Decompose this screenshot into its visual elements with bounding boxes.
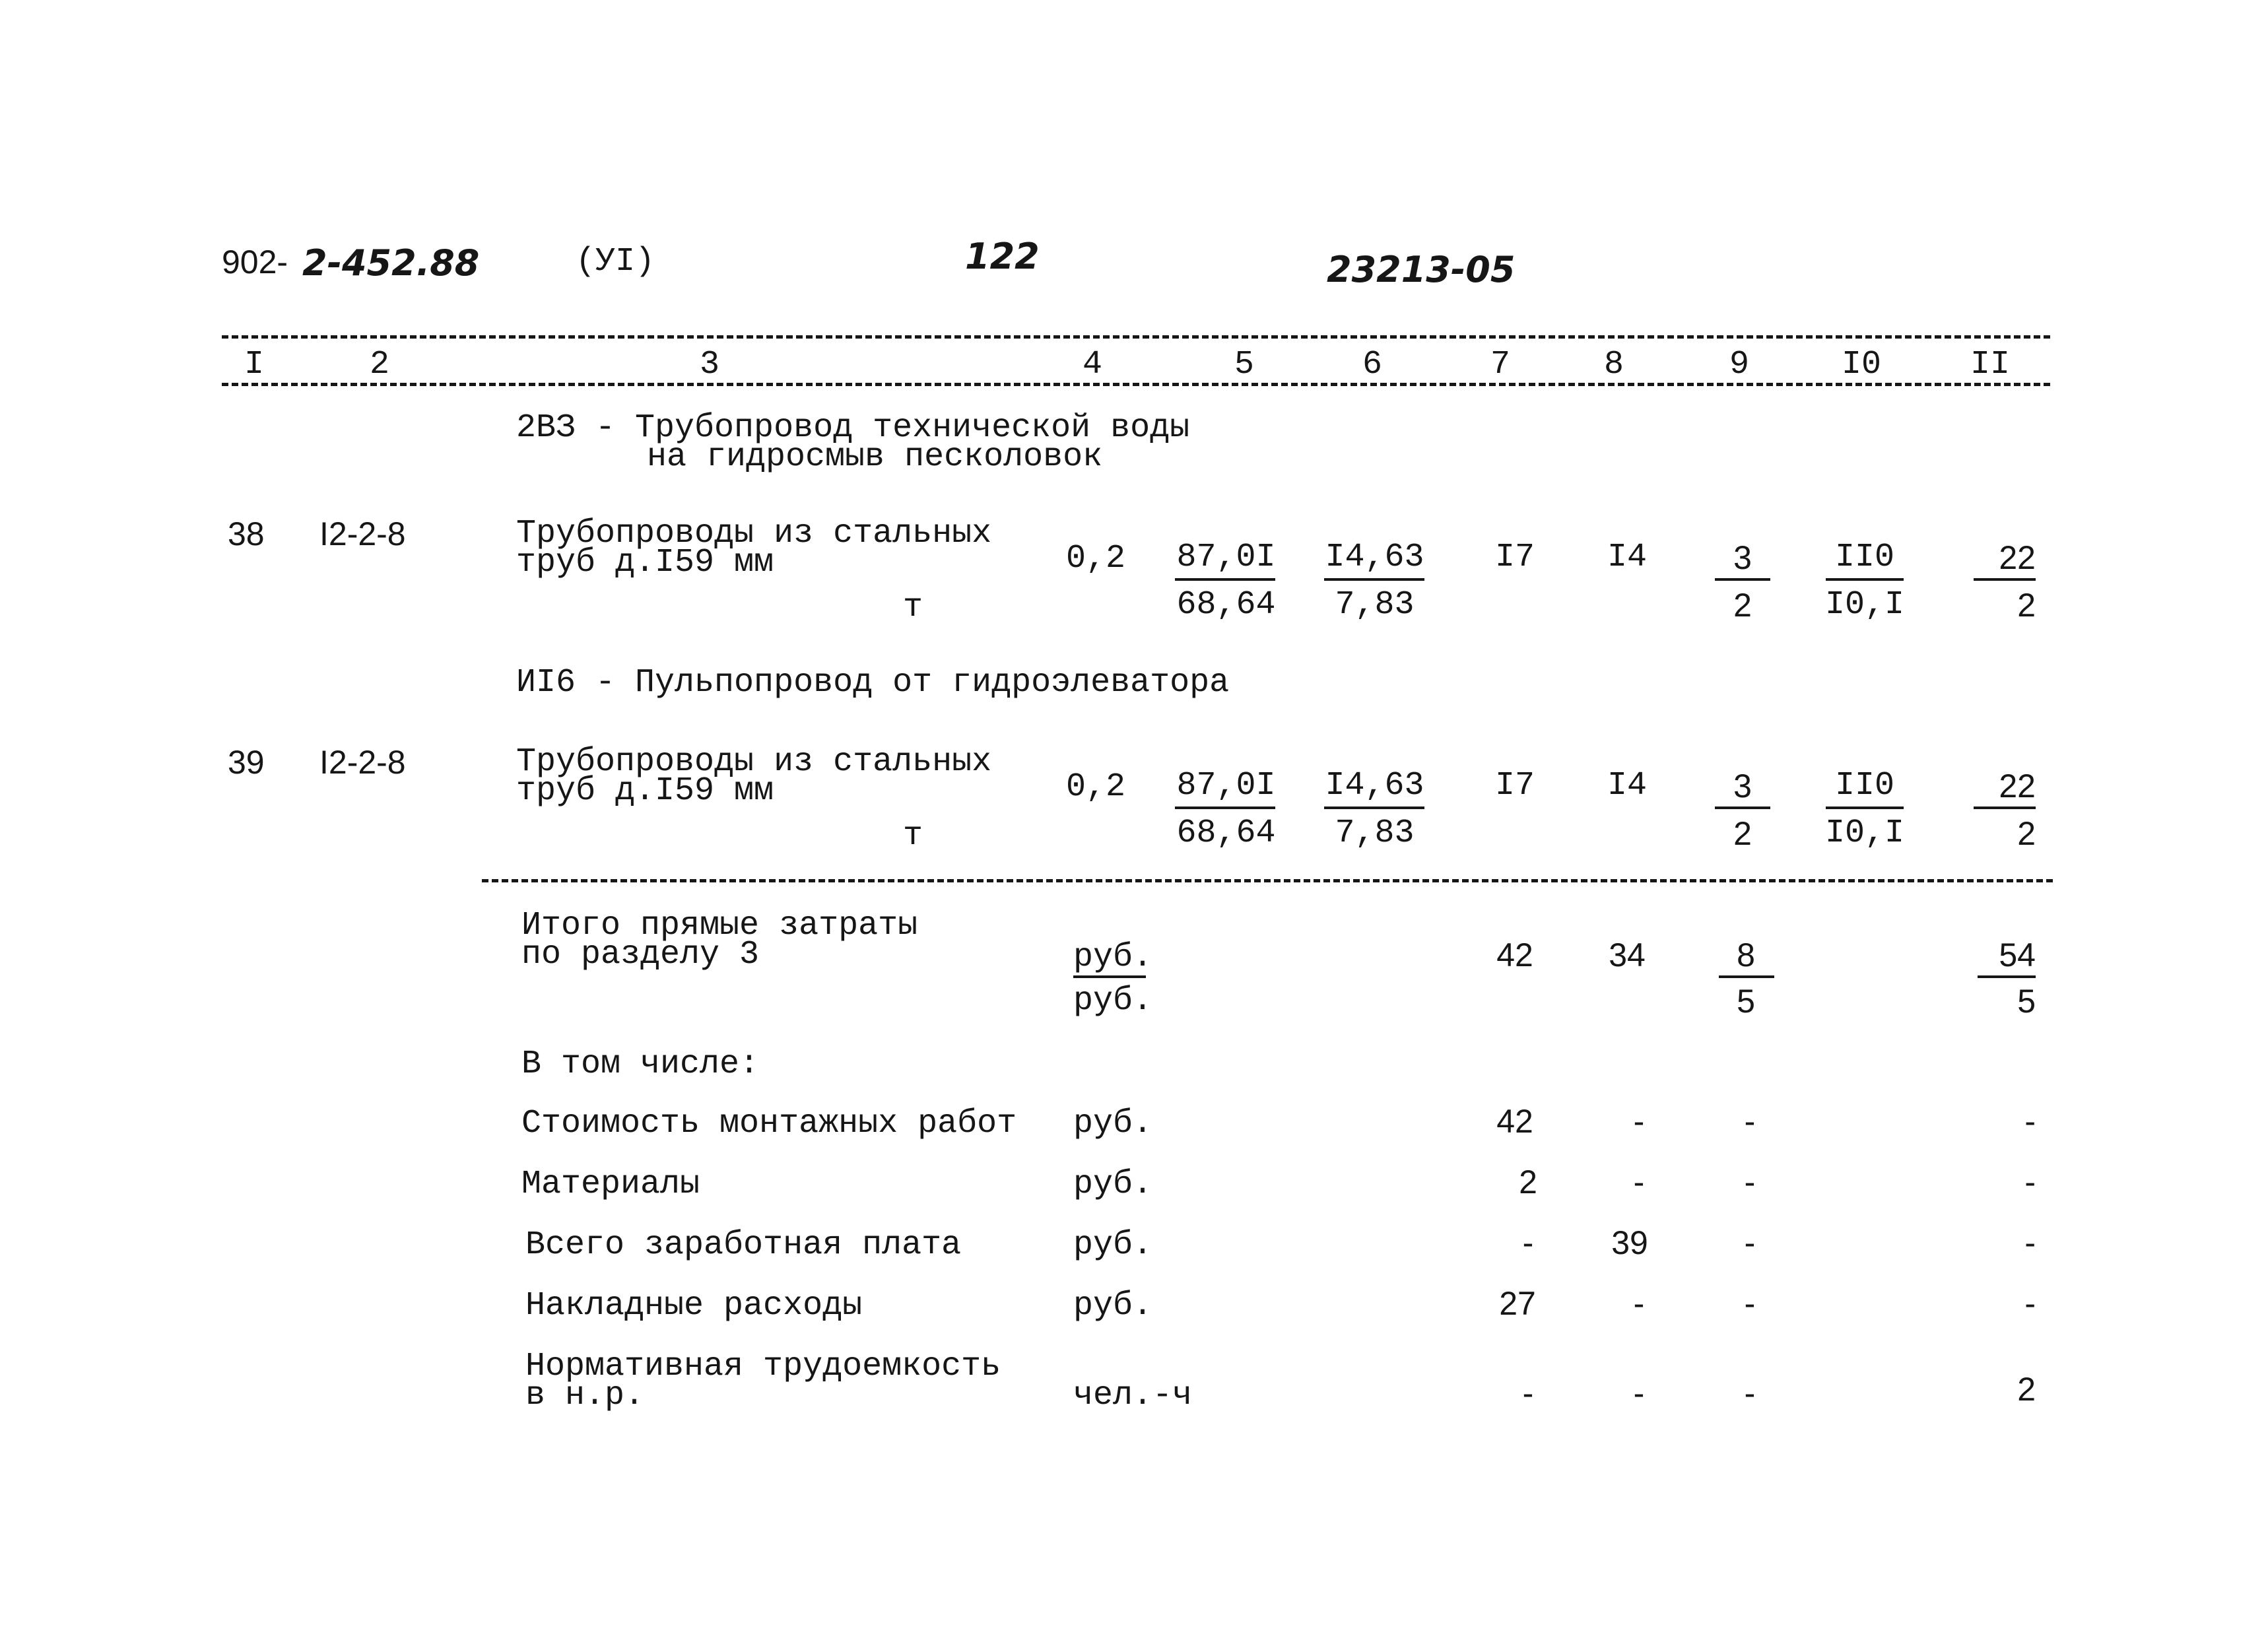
totals-label: Итого прямые затраты: [521, 907, 918, 944]
breakdown-col11: -: [2024, 1103, 2036, 1140]
col6-top: I4,63: [1325, 767, 1424, 805]
item-unit: т: [903, 589, 923, 626]
breakdown-unit: руб.: [1073, 1105, 1153, 1142]
totals-col8: 34: [1609, 937, 1646, 973]
col9-top: 3: [1733, 539, 1752, 576]
totals-separator: [482, 879, 2053, 882]
totals-col7: 42: [1496, 937, 1533, 973]
doc-number-handwritten: 2-452.88: [302, 242, 480, 284]
col7: I7: [1494, 767, 1535, 805]
totals-unit-top: руб.: [1073, 938, 1153, 976]
column-header-11: II: [1970, 346, 2010, 383]
quantity: 0,2: [1066, 540, 1126, 577]
labor-label: Нормативная трудоемкость: [525, 1348, 1001, 1385]
column-header-9: 9: [1729, 346, 1749, 383]
col5-top: 87,0I: [1176, 767, 1276, 805]
labor-col8: -: [1633, 1375, 1645, 1412]
quantity: 0,2: [1066, 768, 1126, 806]
col10-top: II0: [1834, 767, 1894, 805]
col11-top: 22: [1999, 768, 2036, 805]
column-header-5: 5: [1234, 346, 1254, 383]
doc-number-prefix: 902-: [222, 244, 288, 280]
col5-bottom: 68,64: [1176, 586, 1276, 624]
breakdown-col8: -: [1633, 1103, 1645, 1140]
item-name: Трубопроводы из стальных: [516, 743, 992, 781]
breakdown-col9: -: [1744, 1103, 1756, 1140]
breakdown-unit: руб.: [1073, 1166, 1153, 1203]
col9-bottom: 2: [1733, 815, 1752, 852]
section-title-cont: на гидросмыв песколовок: [647, 438, 1103, 476]
fraction-rule: [1974, 807, 2036, 809]
including-label: В том числе:: [521, 1045, 760, 1083]
column-header-4: 4: [1082, 346, 1102, 383]
breakdown-col11: -: [2024, 1164, 2036, 1201]
column-header-8: 8: [1603, 346, 1624, 383]
header-bottom-rule: [222, 383, 2050, 386]
section-title: 2ВЗ - Трубопровод технической воды: [516, 409, 1190, 447]
totals-col9-bottom: 5: [1737, 983, 1755, 1020]
column-header-10: I0: [1841, 346, 1881, 383]
fraction-rule: [1978, 975, 2036, 978]
col5-top: 87,0I: [1176, 539, 1276, 576]
page-number: 122: [965, 236, 1040, 277]
col5-bottom: 68,64: [1176, 814, 1276, 852]
section-title: ИI6 - Пульпопровод от гидроэлеватора: [516, 664, 1230, 702]
col9-top: 3: [1733, 768, 1752, 805]
fraction-rule: [1324, 807, 1424, 809]
labor-unit: чел.-ч: [1073, 1377, 1193, 1414]
col11-top: 22: [1999, 539, 2036, 576]
col7: I7: [1494, 539, 1535, 576]
totals-col9-top: 8: [1737, 937, 1755, 973]
breakdown-label: Материалы: [521, 1166, 700, 1203]
col10-bottom: I0,I: [1824, 586, 1905, 624]
header-top-rule: [222, 335, 2050, 339]
volume-label: (УI): [576, 243, 655, 280]
breakdown-col11: -: [2024, 1285, 2036, 1322]
col6-bottom: 7,83: [1335, 586, 1415, 624]
fraction-rule: [1715, 578, 1770, 581]
fraction-rule: [1826, 807, 1904, 809]
breakdown-col9: -: [1744, 1164, 1756, 1201]
column-header-2: 2: [369, 346, 389, 383]
column-header-1: I: [244, 346, 264, 383]
col8: I4: [1607, 539, 1647, 576]
fraction-rule: [1974, 578, 2036, 581]
breakdown-label: Стоимость монтажных работ: [521, 1105, 1017, 1142]
doc-code: 23213-05: [1327, 249, 1516, 290]
labor-col7: -: [1522, 1375, 1534, 1412]
totals-col11-bottom: 5: [2017, 983, 2036, 1020]
fraction-rule: [1826, 578, 1904, 581]
item-unit: т: [903, 817, 923, 855]
breakdown-col8: 39: [1611, 1224, 1648, 1261]
col11-bottom: 2: [2017, 587, 2036, 624]
breakdown-col7: 2: [1519, 1164, 1537, 1201]
column-header-7: 7: [1490, 346, 1510, 383]
item-name: Трубопроводы из стальных: [516, 515, 992, 552]
row-number: 39: [228, 744, 265, 781]
fraction-rule: [1719, 975, 1774, 978]
breakdown-col7: 42: [1496, 1103, 1533, 1140]
row-number: 38: [228, 515, 265, 552]
col10-top: II0: [1834, 539, 1894, 576]
column-header-6: 6: [1362, 346, 1382, 383]
totals-col11-top: 54: [1999, 937, 2036, 973]
breakdown-col8: -: [1633, 1285, 1645, 1322]
breakdown-unit: руб.: [1073, 1226, 1153, 1264]
col10-bottom: I0,I: [1824, 814, 1905, 852]
labor-label-cont: в н.р.: [525, 1377, 645, 1414]
labor-col11: 2: [2017, 1371, 2036, 1408]
totals-label-cont: по разделу 3: [521, 936, 760, 973]
labor-col9: -: [1744, 1375, 1756, 1412]
item-name-cont: труб д.I59 мм: [516, 544, 774, 581]
totals-unit-bottom: руб.: [1073, 982, 1153, 1020]
rate-code: I2-2-8: [319, 515, 406, 552]
item-name-cont: труб д.I59 мм: [516, 772, 774, 810]
col11-bottom: 2: [2017, 815, 2036, 852]
breakdown-col8: -: [1633, 1164, 1645, 1201]
col8: I4: [1607, 767, 1647, 805]
rate-code: I2-2-8: [319, 744, 406, 781]
breakdown-col7: 27: [1499, 1285, 1536, 1322]
col9-bottom: 2: [1733, 587, 1752, 624]
column-header-3: 3: [699, 346, 719, 383]
fraction-rule: [1073, 975, 1146, 978]
fraction-rule: [1324, 578, 1424, 581]
breakdown-col9: -: [1744, 1285, 1756, 1322]
col6-top: I4,63: [1325, 539, 1424, 576]
fraction-rule: [1175, 578, 1275, 581]
breakdown-label: Всего заработная плата: [525, 1226, 962, 1264]
breakdown-col7: -: [1522, 1224, 1534, 1261]
breakdown-label: Накладные расходы: [525, 1287, 863, 1325]
col6-bottom: 7,83: [1335, 814, 1415, 852]
fraction-rule: [1715, 807, 1770, 809]
breakdown-col9: -: [1744, 1224, 1756, 1261]
fraction-rule: [1175, 807, 1275, 809]
breakdown-col11: -: [2024, 1224, 2036, 1261]
breakdown-unit: руб.: [1073, 1287, 1153, 1325]
